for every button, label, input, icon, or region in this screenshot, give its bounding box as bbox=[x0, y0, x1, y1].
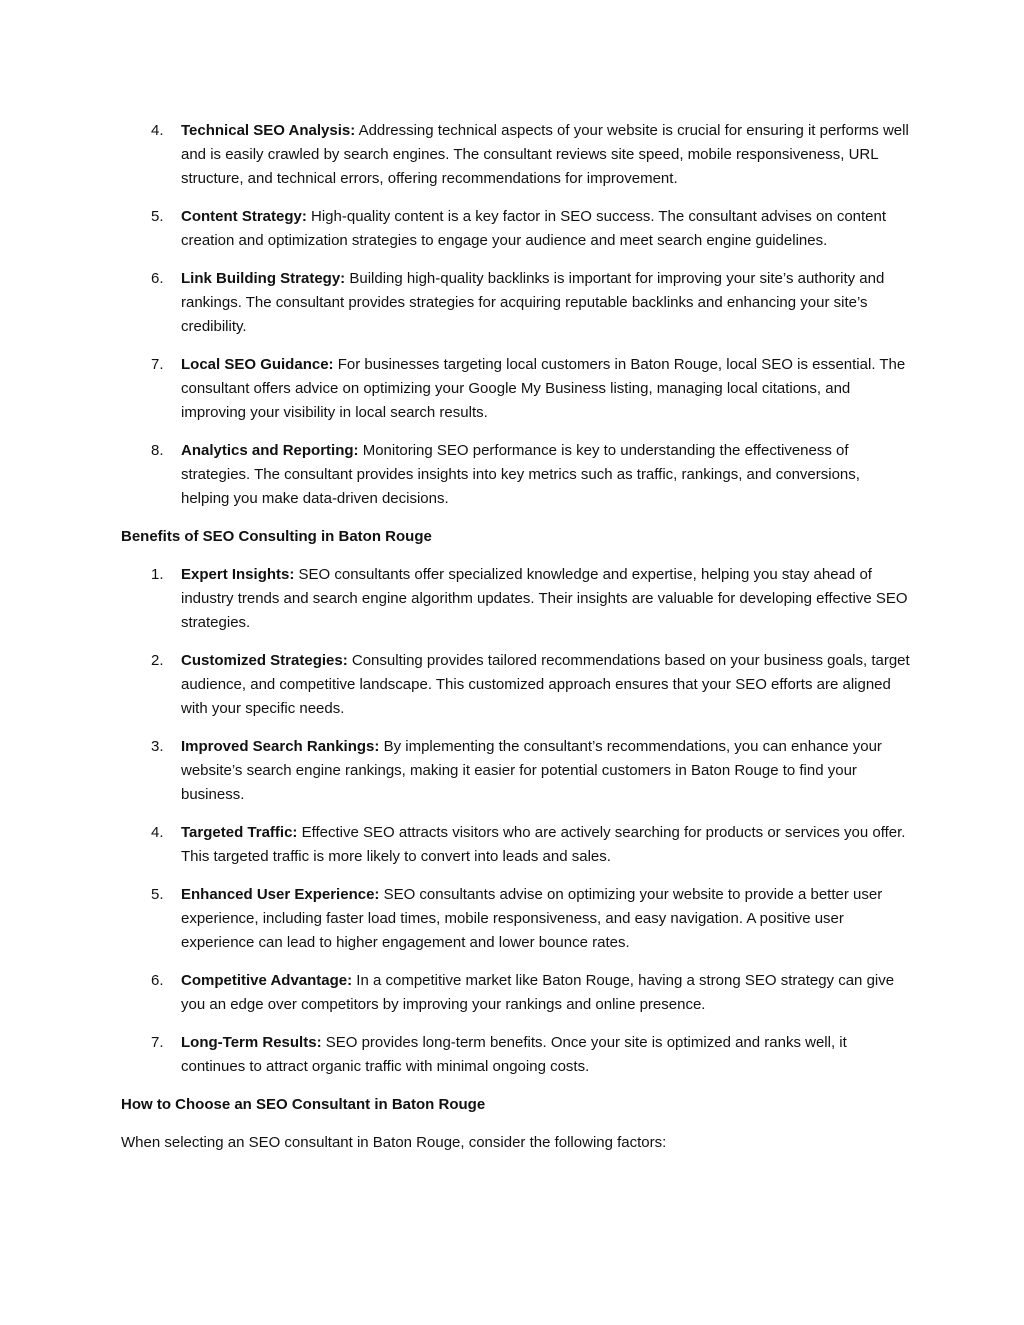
list-number: 6. bbox=[151, 972, 164, 989]
choose-intro-paragraph: When selecting an SEO consultant in Baton Rouge, consider the following factors: bbox=[121, 1134, 667, 1151]
document-content bbox=[121, 119, 911, 1169]
list-text: Effective SEO attracts visitors who are actively searching for products or services you offer. This targeted traffic is more likely to convert into leads and sales. bbox=[181, 824, 906, 865]
list-term: Improved Search Rankings: bbox=[181, 738, 380, 755]
list-item bbox=[121, 735, 911, 807]
choose-heading: How to Choose an SEO Consultant in Baton Rouge bbox=[121, 1096, 486, 1113]
list-number: 4. bbox=[151, 122, 164, 139]
list-text: In a competitive market like Baton Rouge, having a strong SEO strategy can give you an edge over competitors by improving your rankings and online presence. bbox=[181, 972, 895, 1013]
list-number: 7. bbox=[151, 1034, 164, 1051]
list-term: Local SEO Guidance: bbox=[181, 356, 334, 373]
list-text: Consulting provides tailored recommendations based on your business goals, target audience, and competitive landscape. This customized approach ensures that your SEO efforts are aligned with your specific needs. bbox=[181, 652, 910, 717]
list-term: Customized Strategies: bbox=[181, 652, 348, 669]
list-item bbox=[121, 883, 911, 955]
list-text: Addressing technical aspects of your website is crucial for ensuring it performs well and is easily crawled by search engines. The consultant reviews site speed, mobile responsiveness, URL structure, and technical errors, offering recommendations for improvement. bbox=[181, 122, 909, 187]
list-term: Analytics and Reporting: bbox=[181, 442, 359, 459]
list-text: Monitoring SEO performance is key to understanding the effectiveness of strategies. The consultant provides insights into key metrics such as traffic, rankings, and conversions, helping you make data-driven decisions. bbox=[181, 442, 860, 507]
list-term: Targeted Traffic: bbox=[181, 824, 298, 841]
list-text: SEO consultants advise on optimizing your website to provide a better user experience, including faster load times, mobile responsiveness, and easy navigation. A positive user experience can lead to higher engagement and lower bounce rates. bbox=[181, 886, 883, 951]
list-item bbox=[121, 119, 911, 191]
list-item bbox=[121, 649, 911, 721]
list-number: 5. bbox=[151, 208, 164, 225]
list-item bbox=[121, 563, 911, 635]
list-text: For businesses targeting local customers in Baton Rouge, local SEO is essential. The consultant offers advice on optimizing your Google My Business listing, managing local citations, and improving your visibility in local search results. bbox=[181, 356, 906, 421]
benefits-list bbox=[121, 563, 911, 1079]
list-item bbox=[121, 267, 911, 339]
list-text: SEO provides long-term benefits. Once your site is optimized and ranks well, it continues to attract organic traffic with minimal ongoing costs. bbox=[181, 1034, 847, 1075]
list-term: Competitive Advantage: bbox=[181, 972, 353, 989]
list-term: Technical SEO Analysis: bbox=[181, 122, 356, 139]
list-item bbox=[121, 353, 911, 425]
list-term: Content Strategy: bbox=[181, 208, 307, 225]
list-number: 2. bbox=[151, 652, 164, 669]
list-item bbox=[121, 969, 911, 1017]
list-term: Link Building Strategy: bbox=[181, 270, 346, 287]
list-item bbox=[121, 439, 911, 511]
list-text: SEO consultants offer specialized knowledge and expertise, helping you stay ahead of industry trends and search engine algorithm updates. Their insights are valuable for developing effective SEO strategies. bbox=[181, 566, 908, 631]
benefits-heading: Benefits of SEO Consulting in Baton Rouge bbox=[121, 528, 432, 545]
services-list bbox=[121, 119, 911, 511]
list-number: 8. bbox=[151, 442, 164, 459]
list-text: Building high-quality backlinks is important for improving your site’s authority and rankings. The consultant provides strategies for acquiring reputable backlinks and enhancing your site’s credibility. bbox=[181, 270, 885, 335]
list-term: Enhanced User Experience: bbox=[181, 886, 380, 903]
list-number: 1. bbox=[151, 566, 164, 583]
list-term: Long-Term Results: bbox=[181, 1034, 322, 1051]
list-number: 3. bbox=[151, 738, 164, 755]
list-term: Expert Insights: bbox=[181, 566, 295, 583]
list-item bbox=[121, 1031, 911, 1079]
list-item bbox=[121, 205, 911, 253]
list-number: 5. bbox=[151, 886, 164, 903]
list-text: By implementing the consultant’s recommendations, you can enhance your website’s search engine rankings, making it easier for potential customers in Baton Rouge to find your business. bbox=[181, 738, 882, 803]
list-number: 7. bbox=[151, 356, 164, 373]
list-text: High-quality content is a key factor in SEO success. The consultant advises on content creation and optimization strategies to engage your audience and meet search engine guidelines. bbox=[181, 208, 887, 249]
list-number: 6. bbox=[151, 270, 164, 287]
list-item bbox=[121, 821, 911, 869]
list-number: 4. bbox=[151, 824, 164, 841]
